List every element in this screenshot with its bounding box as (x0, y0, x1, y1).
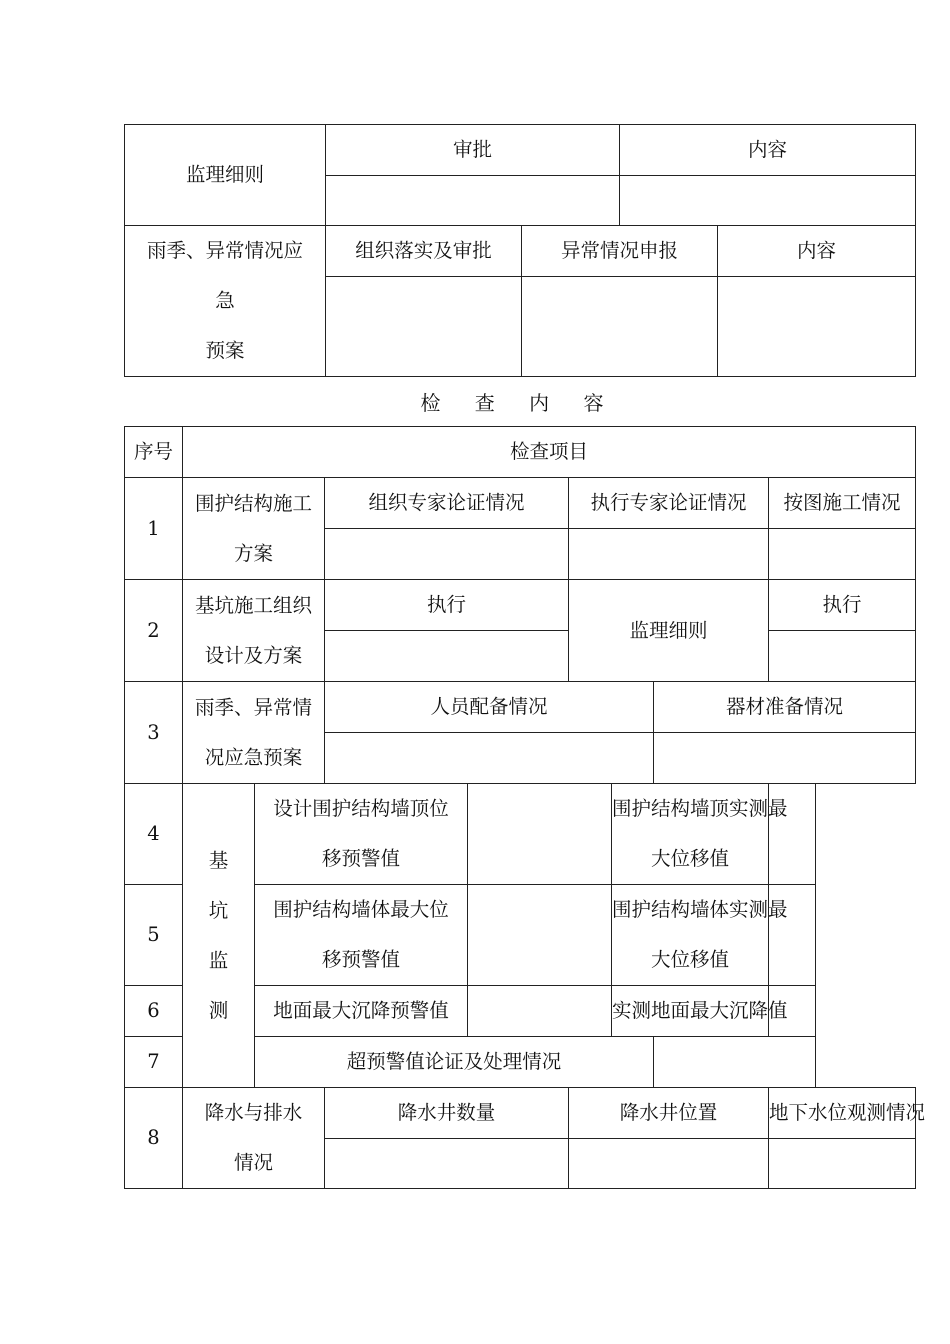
cell-r8-c3[interactable] (769, 1139, 916, 1189)
cell-r2-c3[interactable] (769, 631, 916, 682)
cell-r1-c2[interactable] (569, 529, 769, 580)
item-line: 围护结构施工 (194, 491, 312, 515)
cell-r6-a[interactable] (468, 986, 612, 1037)
row-number-6: 6 (125, 986, 183, 1037)
header-zuzhi-zhuanjia: 组织专家论证情况 (325, 478, 569, 529)
label-dimian-yujing: 地面最大沉降预警值 (255, 986, 468, 1037)
header-zuzhi-luoshi: 组织落实及审批 (326, 226, 522, 277)
item-line: 移预警值 (321, 847, 400, 870)
vertical-char: 坑 (208, 898, 229, 922)
cell-r1-c1[interactable] (325, 529, 569, 580)
header-qicai-zhunbei: 器材准备情况 (654, 682, 916, 733)
header-yichang-shenbao: 异常情况申报 (522, 226, 718, 277)
item-jikeng-sheji (183, 580, 325, 682)
cell-r8-c1[interactable] (325, 1139, 569, 1189)
row-number-7: 7 (125, 1037, 183, 1088)
row-number-8: 8 (125, 1088, 183, 1189)
header-xuhao: 序号 (125, 427, 183, 478)
vertical-char: 基 (208, 848, 229, 872)
cell-shenbao-value[interactable] (522, 277, 718, 377)
row-number-2: 2 (125, 580, 183, 682)
cell-r7-a[interactable] (654, 1037, 816, 1088)
cell-r3-c1[interactable] (325, 733, 654, 784)
cell-neirong-value[interactable] (620, 176, 916, 226)
label-qiangti-yujing (255, 885, 468, 986)
item-yuji-yuan (183, 682, 325, 784)
item-line: 设计及方案 (204, 643, 303, 667)
section-heading: 检 查 内 容 (420, 391, 618, 415)
header-zhixing-b: 执行 (769, 580, 916, 631)
item-line: 移预警值 (321, 948, 400, 971)
item-jiangshui (183, 1088, 325, 1189)
item-line: 雨季、异常情 (194, 695, 312, 719)
item-line: 设计围护结构墙顶位 (273, 797, 449, 820)
item-weihu-fangan (183, 478, 325, 580)
header-renyuan-peibei: 人员配备情况 (325, 682, 654, 733)
label-jianli-xize-2: 监理细则 (569, 580, 769, 682)
item-line: 方案 (233, 541, 273, 565)
item-line: 况应急预案 (204, 745, 303, 769)
header-dixia-shuiwei: 地下水位观测情况 (769, 1088, 916, 1139)
label-emergency-plan (125, 226, 326, 377)
cell-r1-c3[interactable] (769, 529, 916, 580)
label-emergency-plan-line3: 预案 (205, 339, 245, 362)
header-jiangshuijing-weizhi: 降水井位置 (569, 1088, 769, 1139)
header-zhixing-zhuanjia: 执行专家论证情况 (569, 478, 769, 529)
vertical-char: 监 (208, 948, 229, 972)
label-jikeng-jiance (183, 784, 255, 1088)
item-line: 降水与排水 (204, 1101, 303, 1124)
cell-r2-c1[interactable] (325, 631, 569, 682)
row-number-1: 1 (125, 478, 183, 580)
cell-r4-a[interactable] (468, 784, 612, 885)
item-line: 基坑施工组织 (194, 593, 312, 617)
label-chao-yujing: 超预警值论证及处理情况 (255, 1037, 654, 1088)
cell-neirong-b-value[interactable] (718, 277, 916, 377)
item-line: 围护结构墙顶实测最 (612, 797, 788, 820)
label-qiangti-shice (612, 885, 788, 986)
item-line: 大位移值 (650, 847, 729, 870)
check-table (124, 426, 926, 1189)
header-jiangshuijing-shuliang: 降水井数量 (325, 1088, 569, 1139)
header-neirong-b: 内容 (718, 226, 916, 277)
header-antu-shigong: 按图施工情况 (769, 478, 916, 529)
label-qiangding-yujing (255, 784, 468, 885)
label-emergency-plan-line1: 雨季、异常情况应 (146, 239, 303, 262)
row-number-5: 5 (125, 885, 183, 986)
row-number-4: 4 (125, 784, 183, 885)
row-number-3: 3 (125, 682, 183, 784)
header-neirong: 内容 (620, 125, 916, 176)
label-qiangding-shice (612, 784, 788, 885)
item-line: 大位移值 (650, 948, 729, 971)
item-line: 围护结构墙体实测最 (612, 898, 788, 921)
cell-r5-a[interactable] (468, 885, 612, 986)
cell-shenpi-value[interactable] (326, 176, 620, 226)
cell-zuzhi-value[interactable] (326, 277, 522, 377)
label-dimian-shice: 实测地面最大沉降值 (612, 986, 769, 1037)
item-line: 围护结构墙体最大位 (273, 898, 449, 921)
item-line: 情况 (233, 1151, 273, 1174)
header-zhixing-a: 执行 (325, 580, 569, 631)
label-jianli-xize: 监理细则 (125, 125, 326, 226)
vertical-char: 测 (208, 998, 229, 1022)
header-jiancha-xiangmu: 检查项目 (183, 427, 916, 478)
cell-r8-c2[interactable] (569, 1139, 769, 1189)
supervision-table (124, 124, 916, 377)
header-shenpi: 审批 (326, 125, 620, 176)
label-emergency-plan-line2: 急 (215, 289, 235, 312)
cell-r3-c2[interactable] (654, 733, 916, 784)
